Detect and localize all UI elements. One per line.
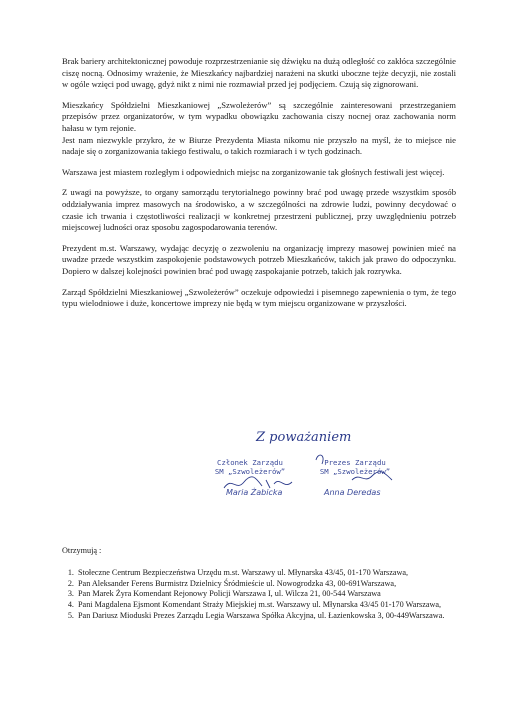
closing-text: Z poważaniem [256, 430, 352, 445]
letter-body [62, 56, 456, 319]
left-stamp-org: SM „Szwoleżerów” [214, 467, 286, 476]
left-stamp-name: Maria Żabicka [226, 488, 283, 497]
right-stamp-org: SM „Szwoleżerów” [319, 467, 391, 476]
handwritten-closing [256, 430, 351, 445]
signature-block [200, 430, 410, 530]
recipients-list [62, 568, 462, 622]
right-stamp-name: Anna Deredas [324, 488, 381, 497]
recipients-header: Otrzymują : [62, 546, 102, 555]
recipients-section [62, 546, 462, 622]
left-stamp-role: Członek Zarządu [217, 458, 283, 467]
paragraph-regret: Jest nam niezwykle przykro, że w Biurze Prezydenta Miasta nikomu nie przyszło na myśl, że to miejsce nie nadaje się o zorganizowania takiego festiwalu, o takich rozmiarach i w tych godzinach. [62, 134, 456, 157]
recipient-item: 5. Pan Dariusz Mioduski Prezes Zarządu Legia Warszawa Spółka Akcyjna, ul. Łazienkowska 3, 00-449Warszawa. [76, 611, 462, 622]
paragraph-president: Prezydent m.st. Warszawy, wydając decyzję o zezwoleniu na organizację imprezy masowej powinien mieć na uwadze przede wszystkim zaspokojenie podstawowych potrzeb Mieszkańców, takich jak prawo do odpoczynku. Dopiero w dalszej kolejności powinien brać pod uwagę zaspokajanie potrzeb, takich jak rozrywka. [62, 242, 456, 276]
recipient-item: 4. Pani Magdalena Ejsmont Komendant Straży Miejskiej m.st. Warszawy ul. Młynarska 43/45 01-170 Warszawa, [76, 600, 462, 611]
recipient-item: 2. Pan Aleksander Ferens Burmistrz Dzielnicy Śródmieście ul. Nowogrodzka 43, 00-691Warszawa, [76, 579, 462, 590]
recipient-item: 1. Stołeczne Centrum Bezpieczeństwa Urzędu m.st. Warszawy ul. Młynarska 43/45, 01-170 Warszawa, [76, 568, 462, 579]
right-signature-scribble [312, 450, 402, 490]
left-signature-scribble [222, 474, 302, 494]
recipient-item: 3. Pan Marek Żyra Komendant Rejonowy Policji Warszawa I, ul. Wilcza 21, 00-544 Warszawa [76, 589, 462, 600]
paragraph-authorities: Z uwagi na powyższe, to organy samorządu terytorialnego powinny brać pod uwagę przede wszystkim sposób oddziaływania imprez masowych na środowisko, a w szczególności na zdrowie ludzi, powinny decydować o czasie ich trwania i częstotliwości realizacji w konkretnej przestrzeni publicznej, przy uwzględnieniu potrzeb miejscowej ludności oraz sposobu zagospodarowania terenów. [62, 187, 456, 233]
paragraph-board-expects: Zarząd Spółdzielni Mieszkaniowej „Szwoleżerów” oczekuje odpowiedzi i pisemnego zapewnienia o tym, że tego typu wielodniowe i duże, koncertowe imprezy nie będą w tym miejscu organizowane w przyszłości. [62, 286, 456, 309]
right-stamp-role: Prezes Zarządu [324, 458, 386, 467]
paragraph-warsaw: Warszawa jest miastem rozległym i odpowiednich miejsc na zorganizowanie tak głośnych festiwali jest więcej. [62, 166, 445, 177]
paragraph-noise: Brak bariery architektonicznej powoduje rozprzestrzenianie się dźwięku na dużą odległość co zakłóca szczególnie ciszę nocną. Odnosimy wrażenie, że Mieszkańcy najbardziej narażeni na skutki uboczne tejże decyzji, nie zostali w ogóle wzięci pod uwagę, gdyż nikt z nimi nie rozmawiał przed jej podjęciem. Czują się zignorowani. [62, 56, 456, 90]
paragraph-residents: Mieszkańcy Spółdzielni Mieszkaniowej „Szwoleżerów” są szczególnie zainteresowani przestrzeganiem przepisów przez organizatorów, w tym wypadku obowiązku zachowania ciszy nocnej oraz zachowania norm hałasu w tym rejonie. [62, 99, 456, 133]
